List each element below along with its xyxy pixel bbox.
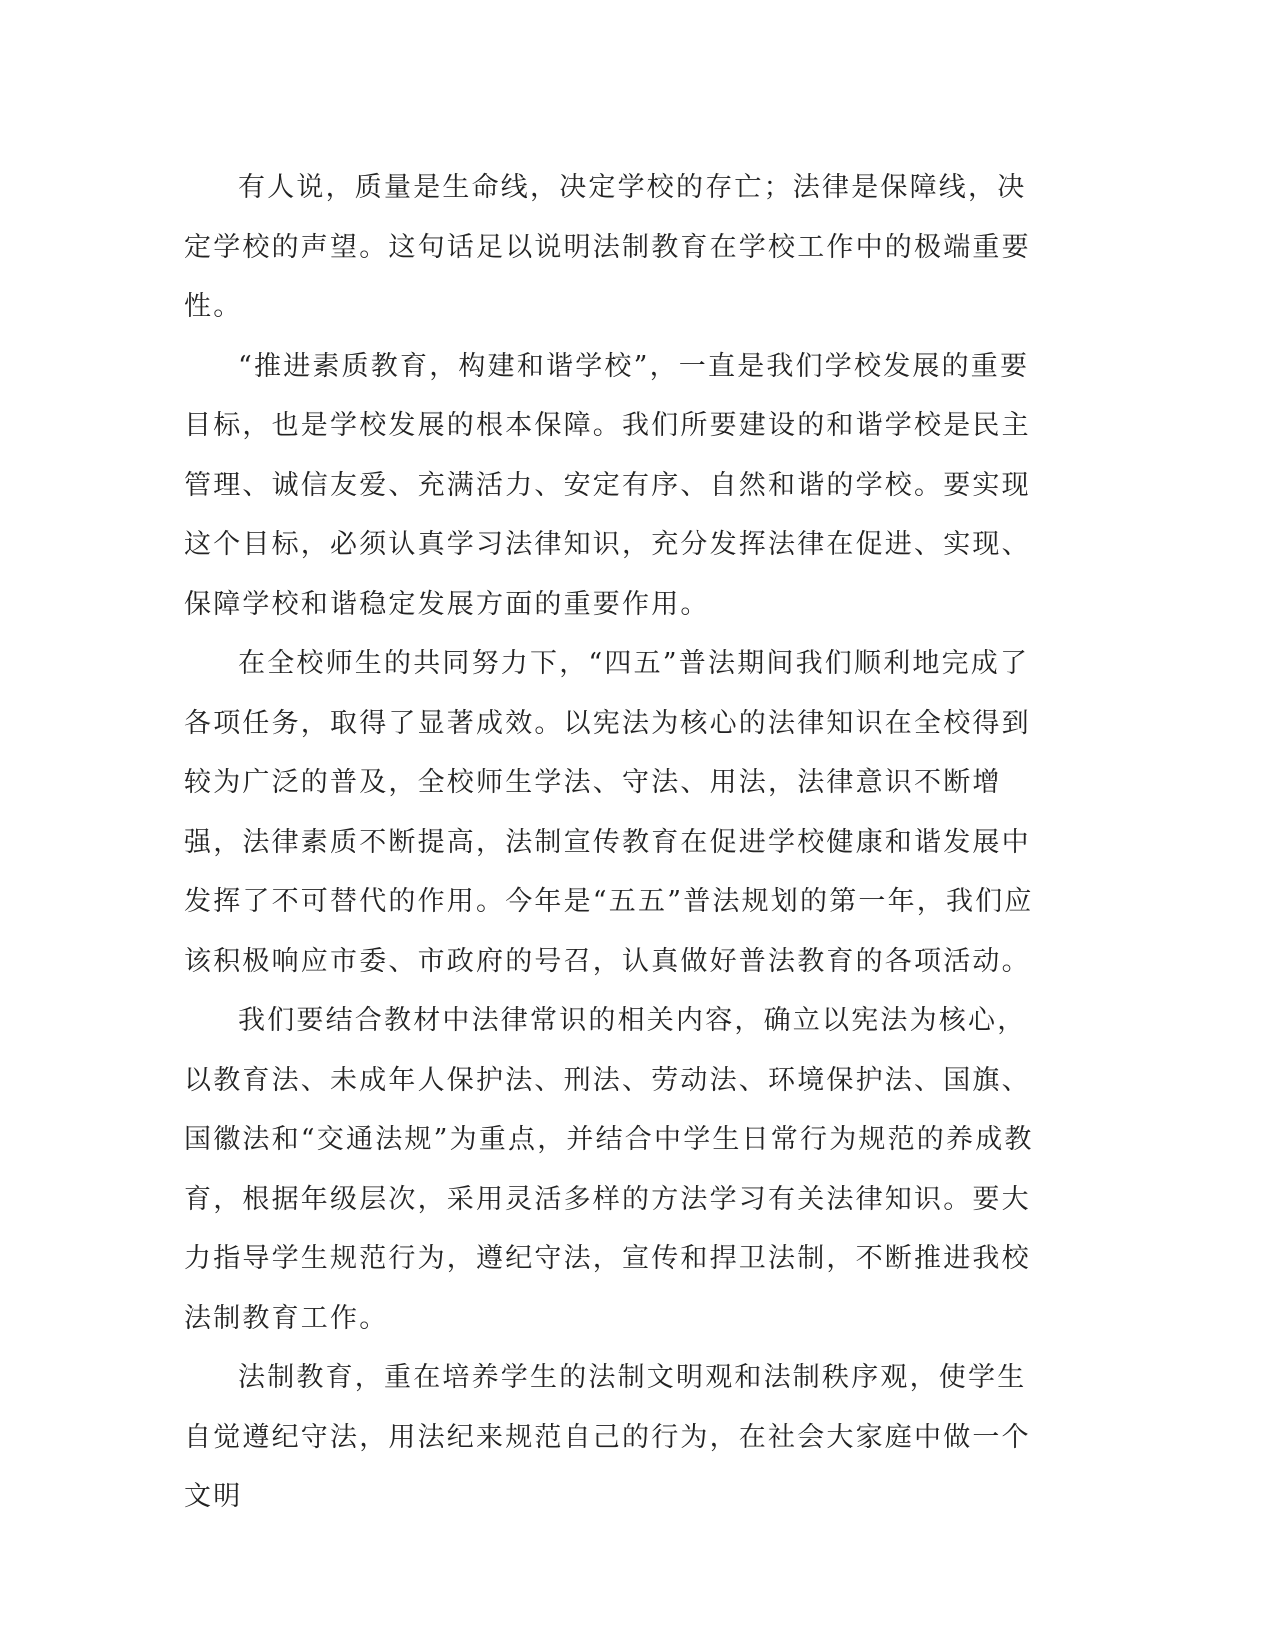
paragraph-5: 法制教育，重在培养学生的法制文明观和法制秩序观，使学生自觉遵纪守法，用法纪来规范自己的行为，在社会大家庭中做一个文明: [184, 1362, 1031, 1512]
paragraph-3: 在全校师生的共同努力下，“四五”普法期间我们顺利地完成了各项任务，取得了显著成效。以宪法为核心的法律知识在全校得到较为广泛的普及，全校师生学法、守法、用法，法律意识不断增强，法律素质不断提高，法制宣传教育在促进学校健康和谐发展中发挥了不可替代的作用。今年是“五五”普法规划的第一年，我们应该积极响应市委、市政府的号召，认真做好普法教育的各项活动。: [184, 648, 1034, 977]
paragraph-2: “推进素质教育，构建和谐学校”，一直是我们学校发展的重要目标，也是学校发展的根本保障。我们所要建设的和谐学校是民主管理、诚信友爱、充满活力、安定有序、自然和谐的学校。要实现这个目标，必须认真学习法律知识，充分发挥法律在促进、实现、保障学校和谐稳定发展方面的重要作用。: [184, 350, 1031, 620]
paragraph-4: 我们要结合教材中法律常识的相关内容，确立以宪法为核心，以教育法、未成年人保护法、刑法、劳动法、环境保护法、国旗、国徽法和“交通法规”为重点，并结合中学生日常行为规范的养成教育，根据年级层次，采用灵活多样的方法学习有关法律知识。要大力指导学生规范行为，遵纪守法，宣传和捍卫法制，不断推进我校法制教育工作。: [184, 1005, 1034, 1334]
document-body: [184, 158, 1044, 1527]
paragraph-1: 有人说，质量是生命线，决定学校的存亡；法律是保障线，决定学校的声望。这句话足以说明法制教育在学校工作中的极端重要性。: [184, 172, 1031, 322]
